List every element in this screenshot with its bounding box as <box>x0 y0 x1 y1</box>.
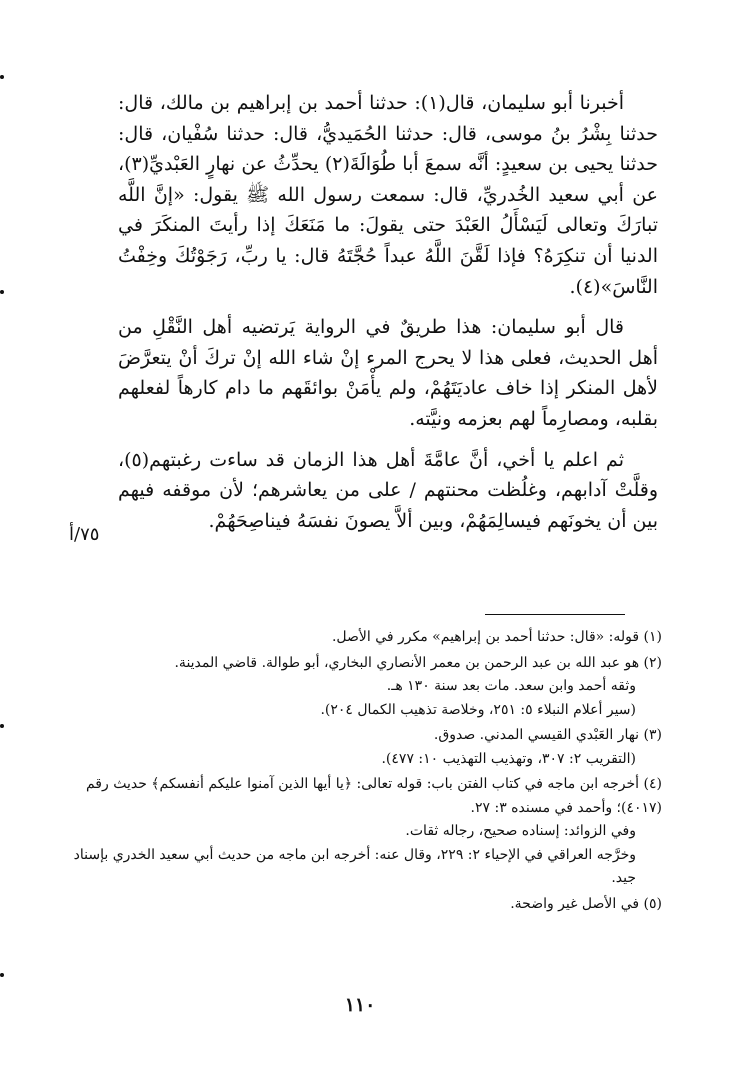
footnote-line: (٣) نهار العَبْدي القيسي المدني. صدوق. <box>433 727 662 743</box>
footnote-1 <box>66 626 662 650</box>
page-number: ١١٠ <box>344 994 376 1016</box>
footnote-line: وخرَّجه العراقي في الإحياء ٢: ٢٢٩، وقال عنه: أخرجه ابن ماجه من حديث أبي سعيد الخدري بإسناد جيد. <box>73 846 636 886</box>
footnote-line: (١) قوله: «قال: حدثنا أحمد بن إبراهيم» مكرر في الأصل. <box>331 629 662 645</box>
footnote-line: (سير أعلام النبلاء ٥: ٢٥١، وخلاصة تذهيب الكمال ٢٠٤). <box>320 701 636 718</box>
footnote-line: (التقريب ٢: ٣٠٧، وتهذيب التهذيب ١٠: ٤٧٧). <box>381 750 636 767</box>
footnote-2 <box>66 652 662 723</box>
footnote-divider <box>485 614 625 615</box>
binding-mark <box>0 973 4 977</box>
main-text <box>118 88 658 536</box>
footnote-5 <box>66 893 662 917</box>
footnote-line: (٤) أخرجه ابن ماجه في كتاب الفتن باب: قوله تعالى: ﴿يا أيها الذين آمنوا عليكم أنفسكم﴾ حديث رقم (٤٠١٧)؛ وأحمد في مسنده ٣: ٢٧. <box>85 776 662 816</box>
footnote-line: وثقه أحمد وابن سعد. مات بعد سنة ١٣٠ هـ. <box>386 678 636 694</box>
paragraph-advice: ثم اعلم يا أخي، أنَّ عامَّةَ أهل هذا الزمان قد ساءت رغبتهم(٥)، وقلَّتْ آدابهم، وغلُظت محنتهم / على من يعاشرهم؛ لأن موقفه فيهم بين أن يخونَهم فيسالِمَهُمْ، وبين ألاَّ يصونَ نفسَهُ فيناصِحَهُمْ. <box>118 448 658 532</box>
footnotes <box>66 626 662 918</box>
footnote-line: (٥) في الأصل غير واضحة. <box>510 895 662 912</box>
footnote-line: وفي الزوائد: إسناده صحيح، رجاله ثقات. <box>405 823 636 839</box>
paragraph-commentary: قال أبو سليمان: هذا طريقٌ في الرواية يَرتضيه أهل النَّقْلِ من أهل الحديث، فعلى هذا لا يحرج المرء إنْ شاء الله إنْ تركَ أنْ يتعرَّضَ لأهل المنكر إذا خاف عاديَتَهُمْ، ولم يأْمَنْ بوائقَهم ما دام كارهاً لفعلهم بقلبه، ومصارِماً لهم بعزمه ونيَّته. <box>118 316 658 430</box>
footnote-line: (٢) هو عبد الله بن عبد الرحمن بن معمر الأنصاري البخاري، أبو طوالة. قاضي المدينة. <box>174 654 662 671</box>
footnote-3 <box>66 724 662 771</box>
footnote-4 <box>66 773 662 891</box>
binding-mark <box>0 724 4 728</box>
paragraph-hadith: أخبرنا أبو سليمان، قال(١): حدثنا أحمد بن إبراهيم بن مالك، قال: حدثنا بِشْرُ بنُ موسى، قال: حدثنا الحُمَيديُّ، قال: حدثنا سُفْيان، قال: حدثنا يحيى بن سعيدٍ: أنَّه سمعَ أبا طُوَالَةَ(٢) يحدِّثُ عن نهارٍ العَبْديِّ(٣)، عن أبي سعيد الخُدريِّ، قال: سمعت رسول الله ﷺ يقول: «إنَّ اللَّه تبارَكَ وتعالى لَيَسْأَلُ العَبْدَ حتى يقولَ: ما مَنَعَكَ إذا رأيتَ المنكَرَ في الدنيا أن تنكِرَهُ؟ فإذا لَقَّنَ اللَّهُ عبداً حُجَّتَهُ قال: يا ربِّ، رَجَوْتُكَ وخِفْتُ النَّاسَ»(٤). <box>118 92 658 298</box>
binding-mark <box>0 290 4 294</box>
folio-margin-note: ٧٥/أ <box>69 524 100 545</box>
binding-mark <box>0 75 4 79</box>
